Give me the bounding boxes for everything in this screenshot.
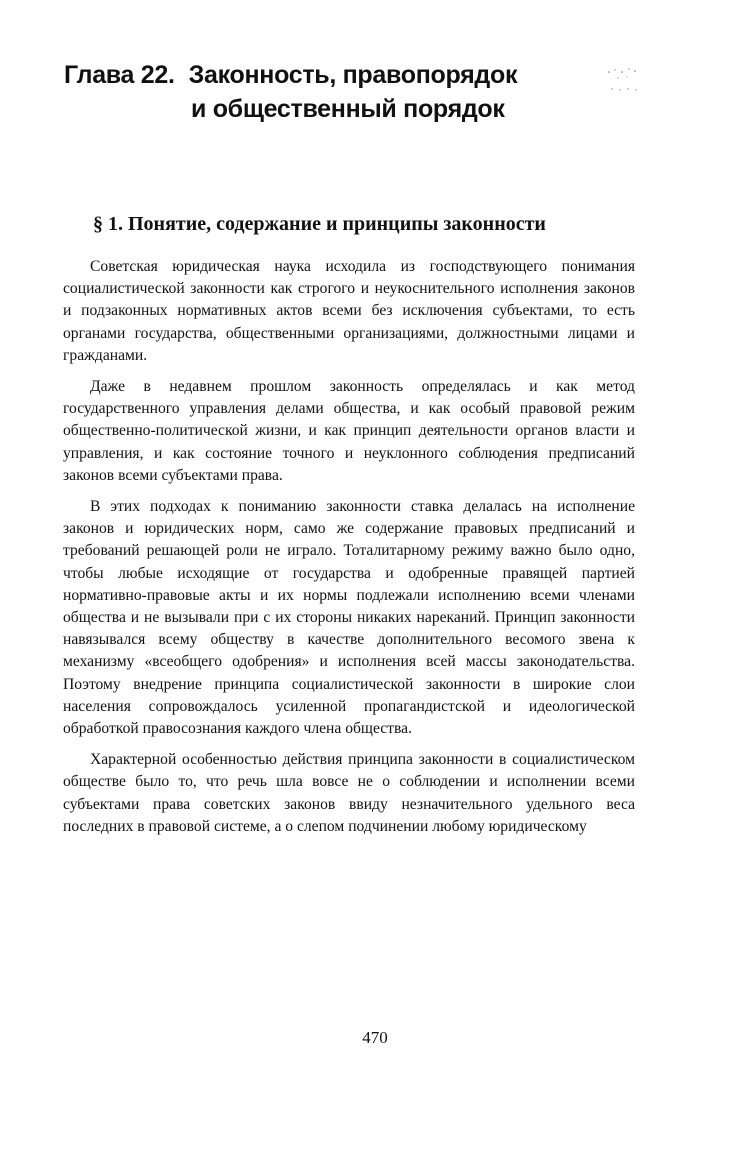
page-number: 470	[362, 1028, 388, 1047]
chapter-heading	[64, 58, 624, 126]
scan-specks	[606, 66, 640, 96]
paragraph-2: Даже в недавнем прошлом законность определялась и как метод государственного управления делами общества, и как особый правовой режим общественно-политической жизни, и как принцип деятельности органов власти и управления, и как состояние точного и неуклонного соблюдения предписаний законов всеми субъектами права.	[63, 378, 635, 484]
chapter-label: Глава 22.	[64, 61, 175, 89]
paragraph-4: Характерной особенностью действия принципа законности в социалистическом обществе было то, что речь шла вовсе не о соблюдении и исполнении всеми субъектами права советских законов ввиду незначительного удельного веса последних в правовой системе, а о слепом подчинении любому юридическому	[63, 751, 635, 835]
paragraph-3: В этих подходах к пониманию законности ставка делалась на исполнение законов и юридических норм, само же содержание правовых предписаний и требований решающей роли не играло. Тоталитарному режиму важно было одно, чтобы любые исходящие от государства и одобренные правящей партией нормативно-правовые акты и их нормы подлежали исполнению всеми членами общества и не вызывали при с их стороны никаких нареканий. Принцип законности навязывался всему обществу в качестве дополнительного весомого звена к механизму «всеобщего одобрения» и исполнения всей массы законодательства. Поэтому внедрение принципа социалистической законности в широкие слои населения сопровождалось усиленной пропагандистской и идеологической обработкой правосознания каждого члена общества.	[63, 498, 635, 738]
section-heading: § 1. Понятие, содержание и принципы законности	[93, 213, 546, 235]
body-text	[63, 256, 635, 847]
chapter-title-line-1: Законность, правопорядок	[188, 61, 518, 89]
chapter-heading-line-1	[64, 58, 624, 92]
paragraph-1: Советская юридическая наука исходила из господствующего понимания социалистической законности как строгого и неукоснительного исполнения законов и подзаконных нормативных актов всеми без исключения субъектами, то есть органами государства, общественными организациями, должностными лицами и гражданами.	[63, 258, 635, 364]
chapter-title-line-2: и общественный порядок	[191, 95, 505, 123]
